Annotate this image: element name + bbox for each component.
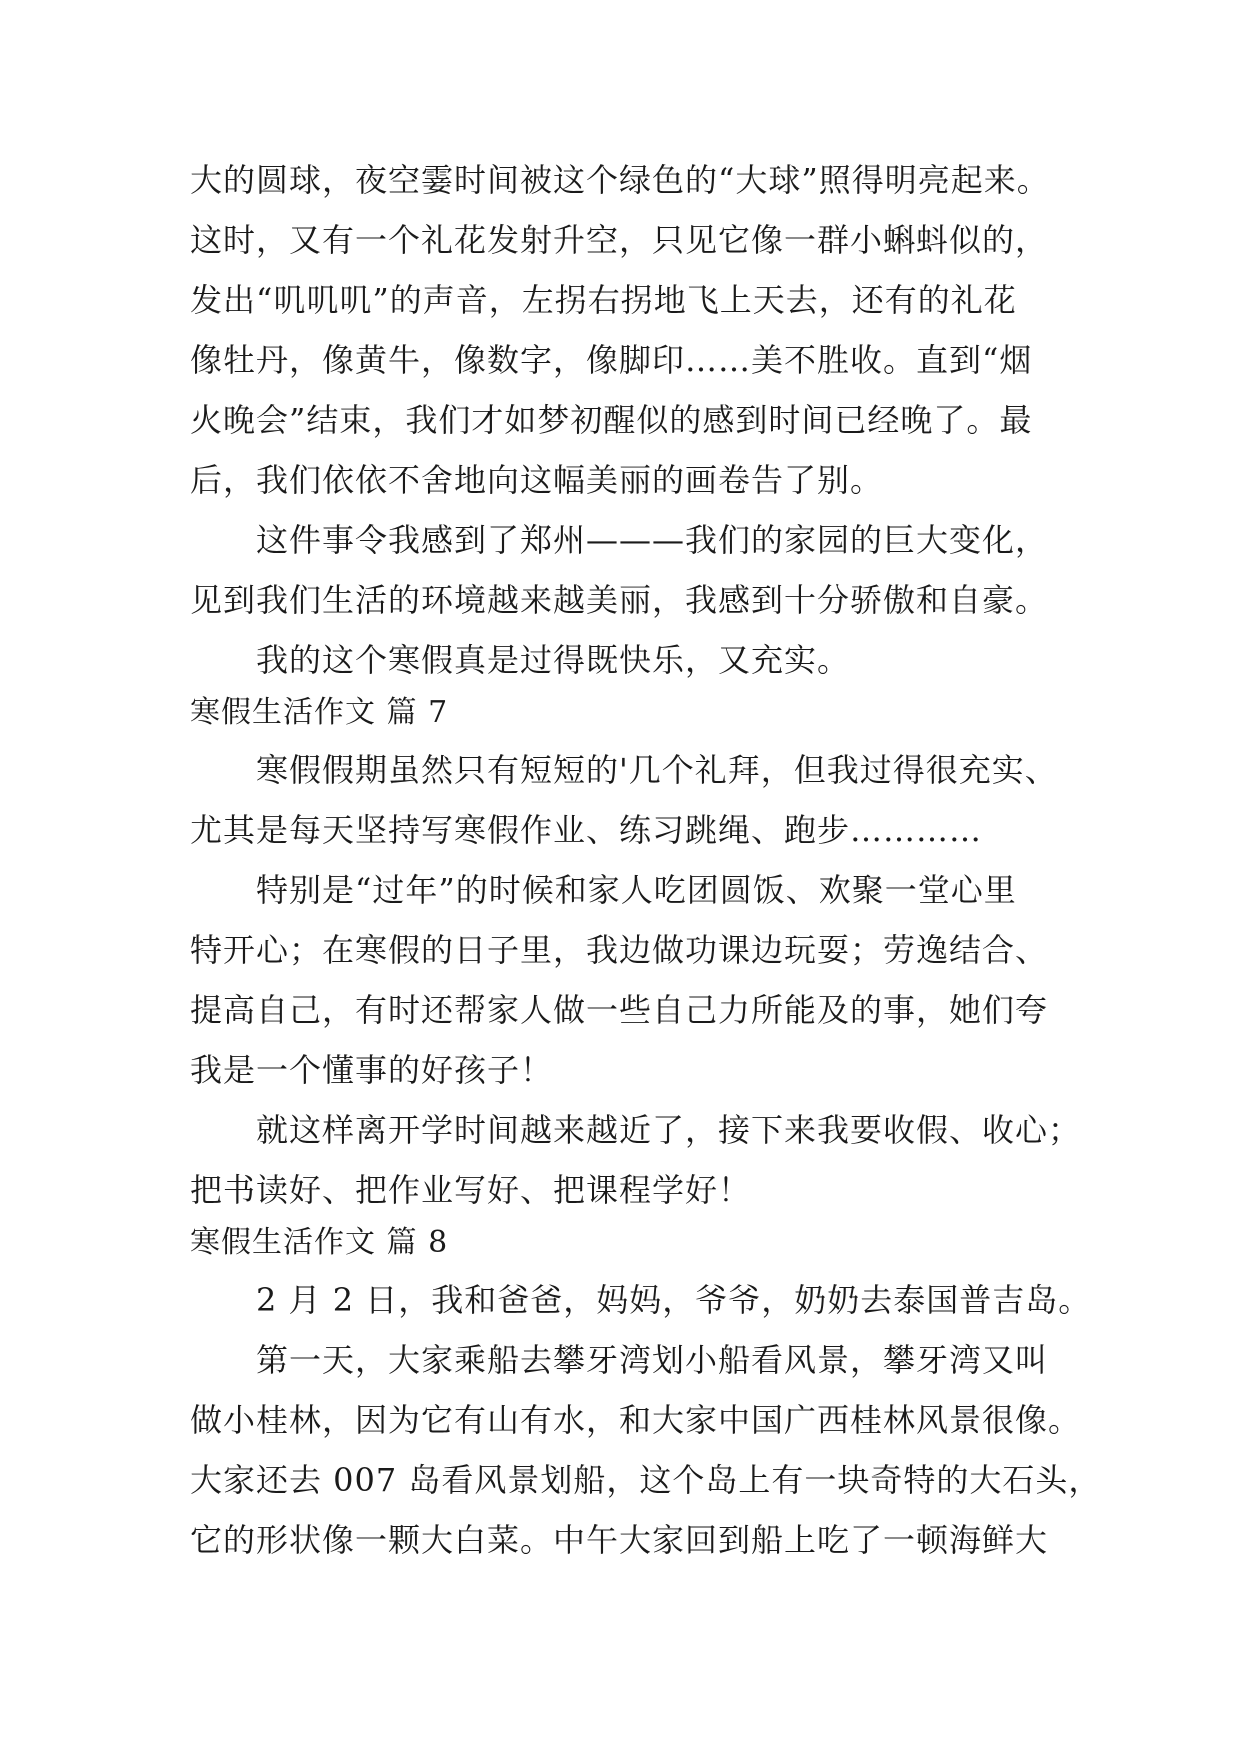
paragraph-line: 我是一个懂事的好孩子！ bbox=[190, 1051, 554, 1089]
paragraph-line: 大的圆球，夜空霎时间被这个绿色的“大球”照得明亮起来。 bbox=[190, 161, 1050, 199]
paragraph-line: 做小桂林，因为它有山有水，和大家中国广西桂林风景很像。 bbox=[190, 1401, 1082, 1439]
paragraph-line: 特开心；在寒假的日子里，我边做功课边玩耍；劳逸结合、 bbox=[190, 931, 1049, 969]
paragraph-line: 它的形状像一颗大白菜。中午大家回到船上吃了一顿海鲜大 bbox=[190, 1521, 1049, 1559]
paragraph-line: 后，我们依依不舍地向这幅美丽的画卷告了别。 bbox=[190, 461, 884, 499]
paragraph-line: 发出“叽叽叽”的声音，左拐右拐地飞上天去，还有的礼花 bbox=[190, 281, 1017, 319]
paragraph-line: 寒假假期虽然只有短短的'几个礼拜，但我过得很充实、 bbox=[256, 751, 1058, 789]
paragraph-line: 这件事令我感到了郑州———我们的家园的巨大变化， bbox=[256, 521, 1049, 559]
paragraph-line: 我的这个寒假真是过得既快乐，又充实。 bbox=[256, 641, 851, 679]
paragraph-line: 火晚会”结束，我们才如梦初醒似的感到时间已经晚了。最 bbox=[190, 401, 1033, 439]
paragraph-line: 第一天，大家乘船去攀牙湾划小船看风景，攀牙湾又叫 bbox=[256, 1341, 1049, 1379]
section-heading: 寒假生活作文 篇 8 bbox=[190, 1225, 449, 1260]
paragraph-line: 像牡丹，像黄牛，像数字，像脚印……美不胜收。直到“烟 bbox=[190, 341, 1033, 379]
paragraph-line: 尤其是每天坚持写寒假作业、练习跳绳、跑步………… bbox=[190, 811, 983, 849]
paragraph-line: 大家还去 007 岛看风景划船，这个岛上有一块奇特的大石头， bbox=[190, 1461, 1102, 1499]
paragraph-line: 这时，又有一个礼花发射升空，只见它像一群小蝌蚪似的， bbox=[190, 221, 1049, 259]
paragraph-line: 见到我们生活的环境越来越美丽，我感到十分骄傲和自豪。 bbox=[190, 581, 1049, 619]
paragraph-line: 提高自己，有时还帮家人做一些自己力所能及的事，她们夸 bbox=[190, 991, 1049, 1029]
paragraph-line: 把书读好、把作业写好、把课程学好！ bbox=[190, 1171, 752, 1209]
paragraph-line: 2 月 2 日，我和爸爸，妈妈，爷爷，奶奶去泰国普吉岛。 bbox=[256, 1281, 1092, 1319]
paragraph-line: 特别是“过年”的时候和家人吃团圆饭、欢聚一堂心里 bbox=[256, 871, 1017, 909]
paragraph-line: 就这样离开学时间越来越近了，接下来我要收假、收心； bbox=[256, 1111, 1082, 1149]
section-heading: 寒假生活作文 篇 7 bbox=[190, 695, 449, 730]
